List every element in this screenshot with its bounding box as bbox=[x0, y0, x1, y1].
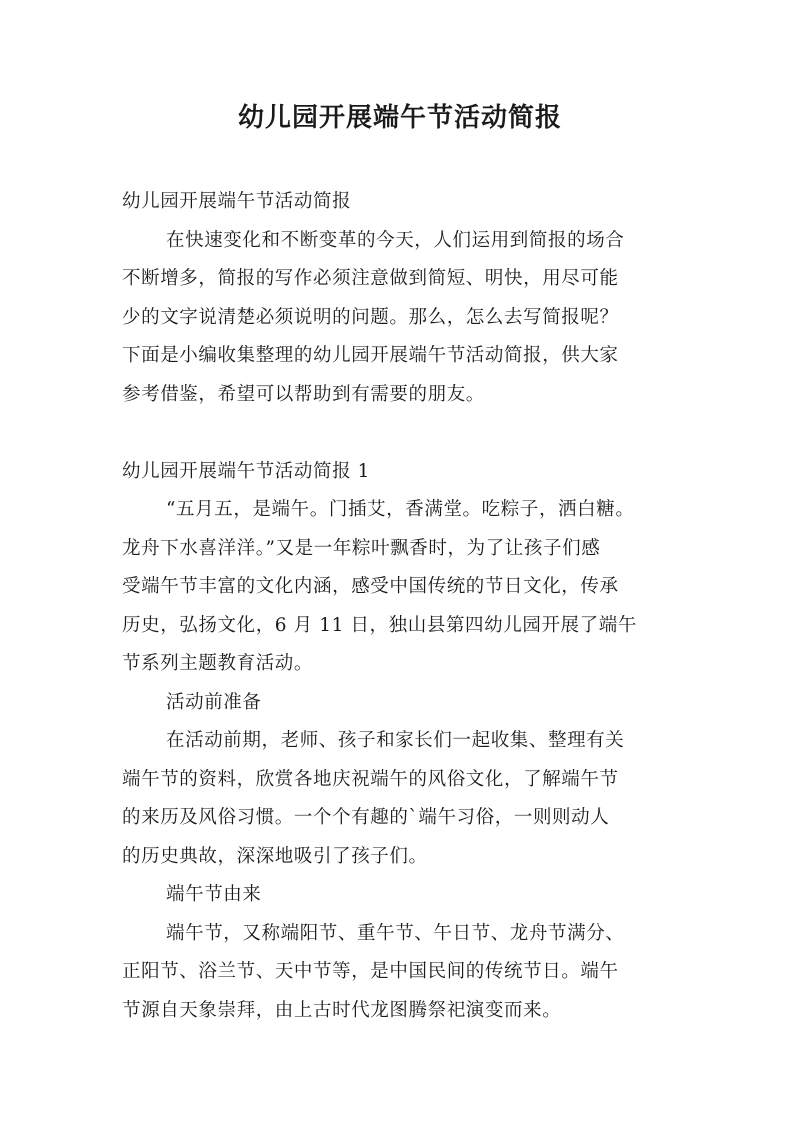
paragraph-line: 端午节，又称端阳节、重午节、午日节、龙舟节满分、 bbox=[166, 922, 625, 944]
section-heading: 幼儿园开展端午节活动简报 1 bbox=[122, 460, 371, 482]
intro-line: 下面是小编收集整理的幼儿园开展端午节活动简报，供大家 bbox=[122, 345, 619, 366]
paragraph-line: 受端午节丰富的文化内涵，感受中国传统的节日文化，传承 bbox=[122, 576, 619, 597]
section-spacer bbox=[122, 414, 684, 453]
paragraph-line: “五月五，是端午。门插艾，香满堂。吃粽子，洒白糖。 bbox=[166, 499, 635, 520]
intro-line: 参考借鉴，希望可以帮助到有需要的朋友。 bbox=[122, 383, 485, 405]
paragraph-line: 节源自天象崇拜，由上古时代龙图腾祭祀演变而来。 bbox=[122, 999, 562, 1021]
document-title: 幼儿园开展端午节活动简报 bbox=[237, 103, 562, 133]
paragraph-line: 的来历及风俗习惯。一个个有趣的`端午习俗，一则则动人 bbox=[122, 807, 610, 828]
paragraph-line: 的历史典故，深深地吸引了孩子们。 bbox=[122, 845, 428, 867]
intro-heading: 幼儿园开展端午节活动简报 bbox=[122, 191, 352, 212]
subheading-preparation: 活动前准备 bbox=[166, 691, 262, 713]
paragraph-line: 历史，弘扬文化，6 月 11 日，独山县第四幼儿园开展了端午 bbox=[122, 614, 637, 636]
paragraph-line: 节系列主题教育活动。 bbox=[122, 653, 314, 674]
intro-line: 在快速变化和不断变革的今天，人们运用到简报的场合 bbox=[166, 229, 625, 251]
paragraph-line: 端午节的资料，欣赏各地庆祝端午的风俗文化，了解端午节 bbox=[122, 768, 619, 790]
paragraph-line: 正阳节、浴兰节、天中节等，是中国民间的传统节日。端午 bbox=[122, 961, 619, 982]
intro-line: 不断增多，简报的写作必须注意做到简短、明快，用尽可能 bbox=[122, 268, 619, 289]
intro-line: 少的文字说清楚必须说明的问题。那么，怎么去写简报呢？ bbox=[122, 306, 619, 328]
paragraph-line: 在活动前期，老师、孩子和家长们一起收集、整理有关 bbox=[166, 730, 625, 751]
subheading-origin: 端午节由来 bbox=[166, 884, 262, 905]
paragraph-line: 龙舟下水喜洋洋。”又是一年粽叶飘香时，为了让孩子们感 bbox=[122, 537, 601, 559]
document-body bbox=[122, 183, 684, 1030]
